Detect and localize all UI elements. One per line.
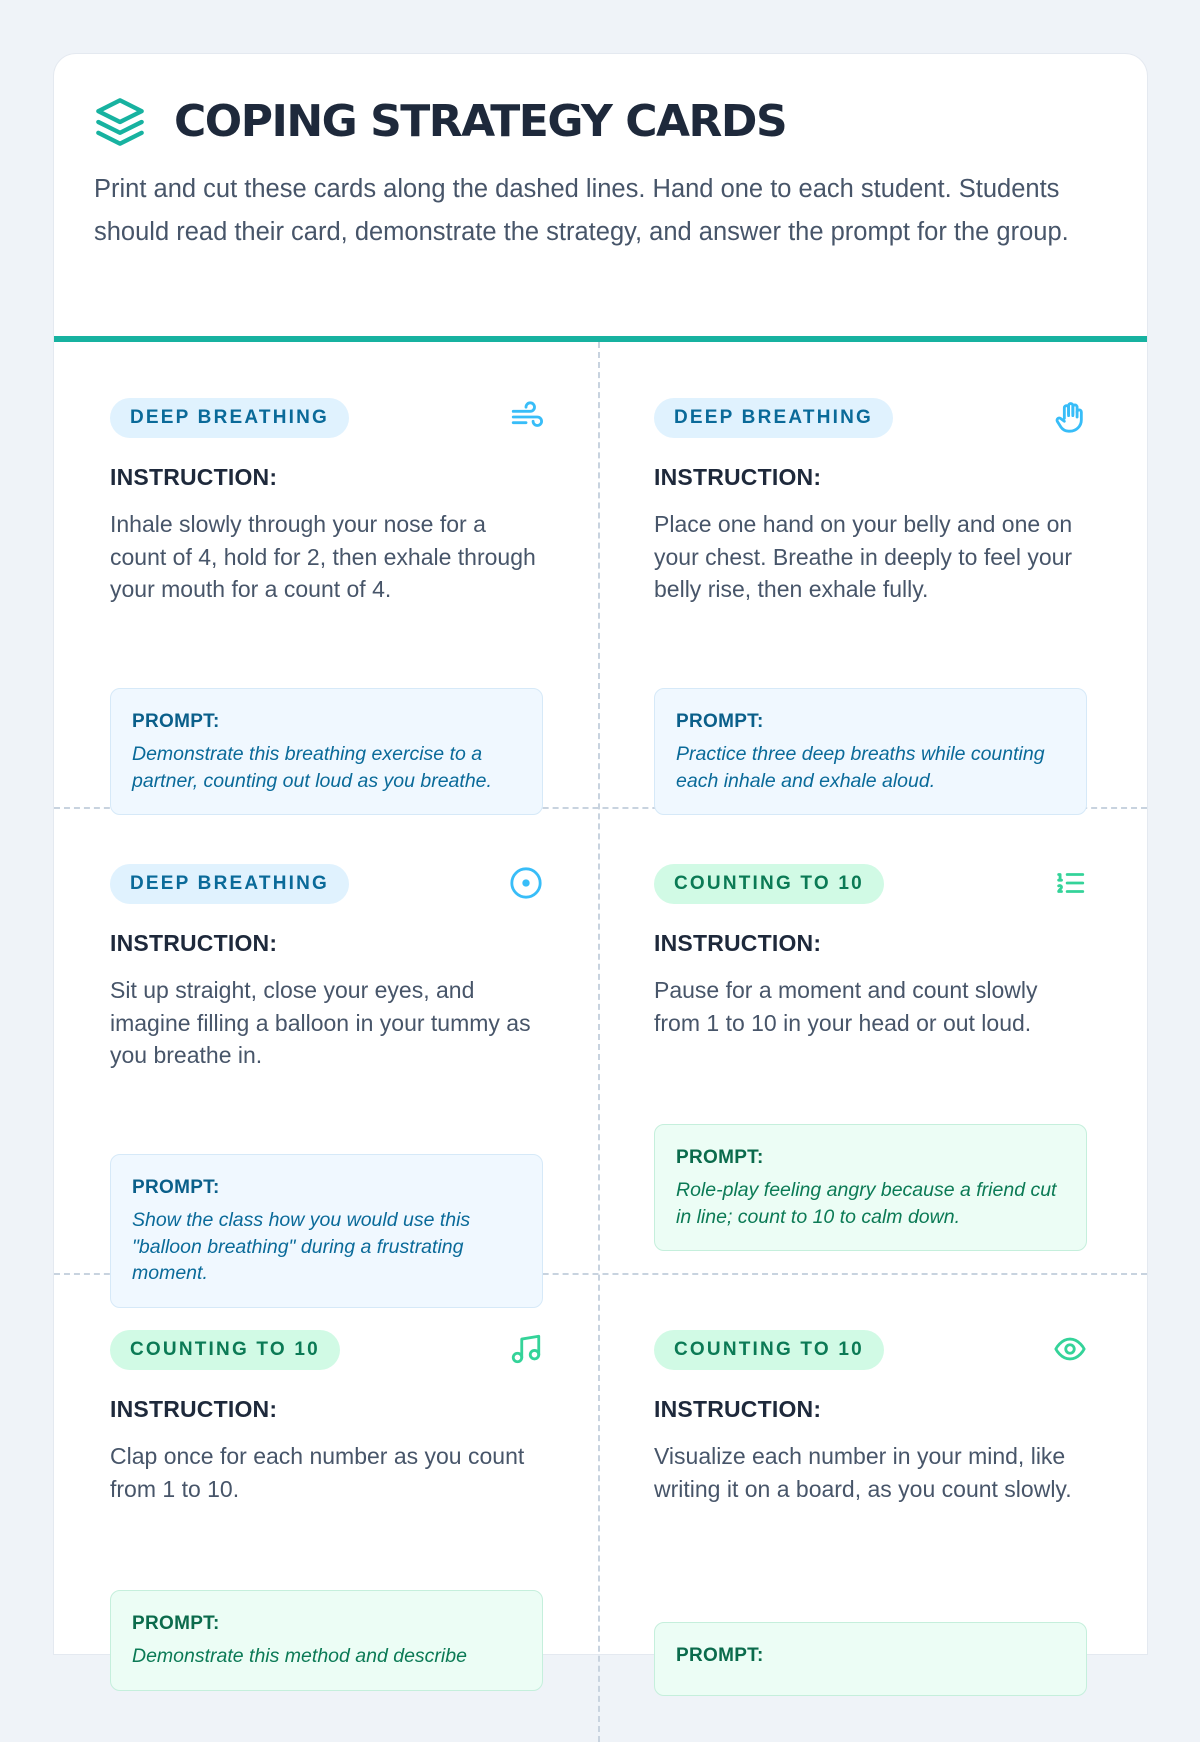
prompt-text: Role-play feeling angry because a friend cut in line; count to 10 to calm down. xyxy=(676,1179,1057,1228)
prompt-box xyxy=(654,1622,1087,1696)
category-badge: COUNTING TO 10 xyxy=(654,1330,884,1370)
instruction-text: Sit up straight, close your eyes, and imagine filling a balloon in your tummy as you breathe in. xyxy=(110,977,531,1068)
instruction-text: Inhale slowly through your nose for a count of 4, hold for 2, then exhale through your mouth for a count of 4. xyxy=(110,511,536,602)
prompt-label: PROMPT: xyxy=(676,711,764,732)
prompt-box xyxy=(110,1590,543,1691)
prompt-label: PROMPT: xyxy=(132,1177,220,1198)
instruction-text: Clap once for each number as you count from 1 to 10. xyxy=(110,1443,525,1502)
intro-text: Print and cut these cards along the dashed lines. Hand one to each student. Students should read their card, demonstrate the strategy, and answer the prompt for the group. xyxy=(94,175,1069,246)
instruction-text: Place one hand on your belly and one on your chest. Breathe in deeply to feel your belly rise, then exhale fully. xyxy=(654,511,1073,602)
prompt-label: PROMPT: xyxy=(132,1613,220,1634)
instruction-label: INSTRUCTION: xyxy=(654,930,822,956)
prompt-box xyxy=(110,1154,543,1308)
category-badge: COUNTING TO 10 xyxy=(654,864,884,904)
instruction-text: Pause for a moment and count slowly from 1 to 10 in your head or out loud. xyxy=(654,977,1038,1036)
prompt-label: PROMPT: xyxy=(132,711,220,732)
category-badge: DEEP BREATHING xyxy=(110,398,349,438)
prompt-text: Demonstrate this breathing exercise to a partner, counting out loud as you breathe. xyxy=(132,743,492,792)
category-badge: COUNTING TO 10 xyxy=(110,1330,340,1370)
hand-icon xyxy=(1053,400,1087,434)
page-title: COPING STRATEGY CARDS xyxy=(174,96,787,147)
target-circle-icon xyxy=(509,866,543,900)
instruction-label: INSTRUCTION: xyxy=(110,930,278,956)
layers-icon xyxy=(94,96,146,148)
instruction-text: Visualize each number in your mind, like writing it on a board, as you count slowly. xyxy=(654,1443,1072,1502)
prompt-text: Show the class how you would use this "balloon breathing" during a frustrating moment. xyxy=(132,1209,471,1284)
prompt-label: PROMPT: xyxy=(676,1147,764,1168)
cut-line-vertical xyxy=(598,342,600,1742)
worksheet xyxy=(54,54,1147,1667)
instruction-label: INSTRUCTION: xyxy=(654,1396,822,1422)
category-badge: DEEP BREATHING xyxy=(654,398,893,438)
music-note-icon xyxy=(509,1332,543,1366)
prompt-label: PROMPT: xyxy=(676,1645,764,1666)
category-badge: DEEP BREATHING xyxy=(110,864,349,904)
prompt-box xyxy=(110,688,543,815)
prompt-text: Demonstrate this method and describe xyxy=(132,1645,467,1667)
header xyxy=(54,54,1147,342)
numbered-list-icon xyxy=(1053,866,1087,900)
instruction-label: INSTRUCTION: xyxy=(654,464,822,490)
prompt-box xyxy=(654,688,1087,815)
instruction-label: INSTRUCTION: xyxy=(110,464,278,490)
prompt-text: Practice three deep breaths while counting each inhale and exhale aloud. xyxy=(676,743,1045,792)
eye-icon xyxy=(1053,1332,1087,1366)
instruction-label: INSTRUCTION: xyxy=(110,1396,278,1422)
prompt-box xyxy=(654,1124,1087,1251)
wind-icon xyxy=(509,400,543,434)
